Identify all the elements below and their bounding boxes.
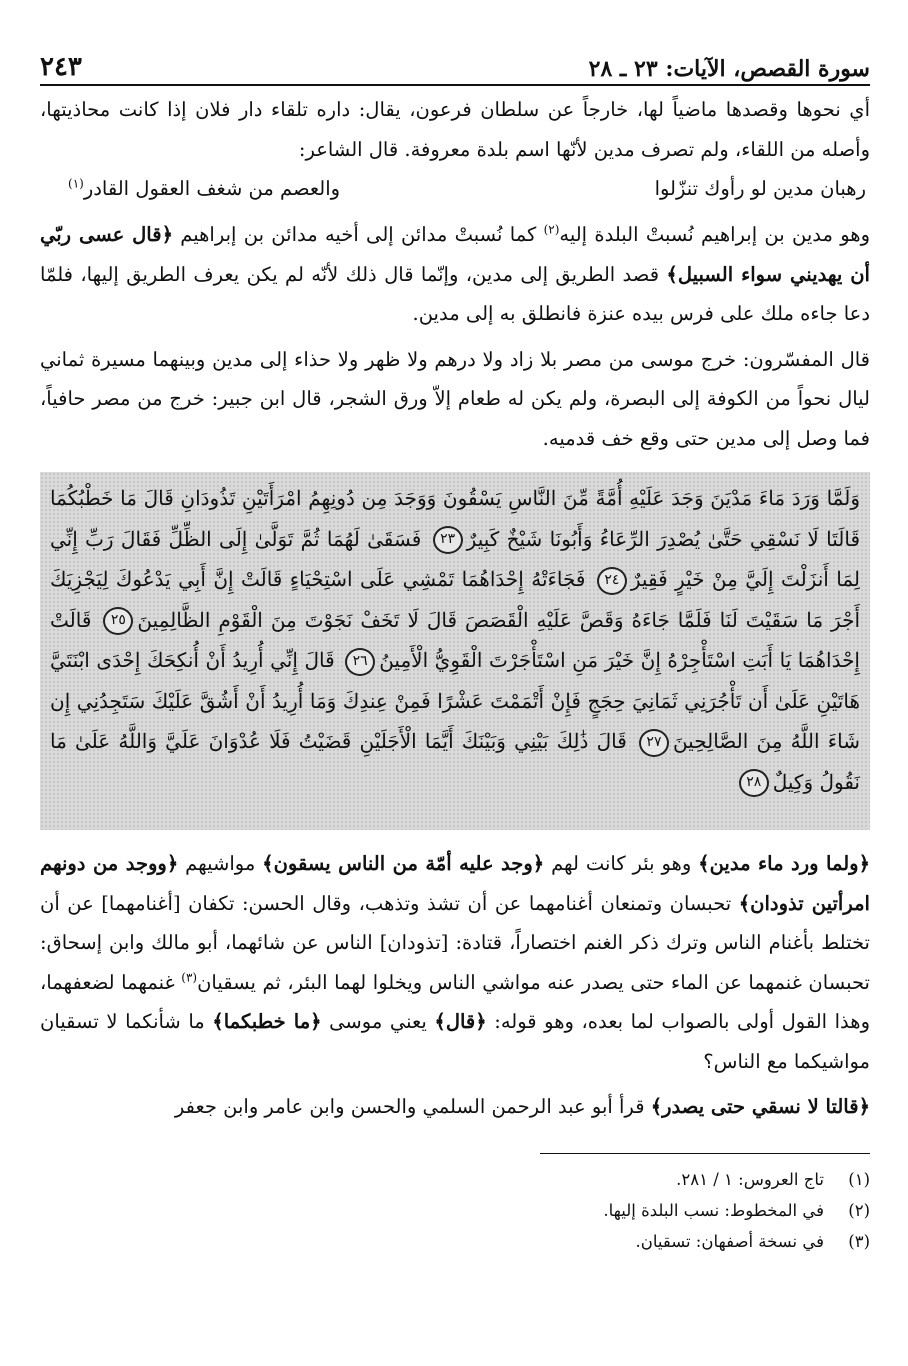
document-page: [40, 42, 870, 1257]
ayah-number-27: ٢٧: [639, 729, 669, 757]
paragraph-5: ﴿قالتا لا نسقي حتى يصدر﴾ قرأ أبو عبد الرحمن السلمي والحسن وابن عامر وابن جعفر: [174, 1095, 870, 1118]
footnote-ref-1: (١): [68, 176, 84, 191]
poem-verse: [40, 169, 870, 209]
footnotes: [40, 1164, 870, 1257]
footnote-2: (٢) في المخطوط: نسب البلدة إليها.: [603, 1200, 870, 1220]
footnote-ref-2: (٢): [543, 222, 560, 237]
ayah-number-28: ٢٨: [739, 769, 769, 797]
footnote-1: (١) تاج العروس: ١ / ٢٨١.: [676, 1169, 870, 1189]
verse-24-text: فَسَقَىٰ لَهُمَا ثُمَّ تَوَلَّىٰ إِلَى الظِّلِّ فَقَالَ رَبِّ إِنِّي لِمَا أَنزَلْتَ إِلَيَّ مِنْ خَيْرٍ فَقِيرٌ: [50, 526, 860, 591]
footnote-3: (٣) في نسخة أصفهان: تسقيان.: [635, 1231, 870, 1251]
verse-23-text: وَلَمَّا وَرَدَ مَاءَ مَدْيَنَ وَجَدَ عَلَيْهِ أُمَّةً مِّنَ النَّاسِ يَسْقُونَ وَوَجَدَ مِن دُونِهِمُ امْرَأَتَيْنِ تَذُودَانِ قَالَ مَا خَطْبُكُمَا قَالَتَا لَا نَسْقِي حَتَّىٰ يُصْدِرَ الرِّعَاءُ وَأَبُونَا شَيْخٌ كَبِيرٌ: [50, 486, 861, 551]
verse-27-text: قَالَ إِنِّي أُرِيدُ أَنْ أُنكِحَكَ إِحْدَى ابْنَتَيَّ هَاتَيْنِ عَلَىٰ أَن تَأْجُرَنِي ثَمَانِيَ حِجَجٍ فَإِنْ أَتْمَمْتَ عَشْرًا فَمِنْ عِندِكَ وَمَا أُرِيدُ أَنْ أَشُقَّ عَلَيْكَ سَتَجِدُنِي إِن شَاءَ اللَّهُ مِنَ الصَّالِحِينَ: [50, 648, 860, 753]
footnote-divider: [540, 1153, 870, 1154]
verse-quote: ﴿قال عسى ربّي أن يهديني سواء السبيل﴾: [40, 223, 870, 286]
poem-hemistich-right: رهبان مدين لو رأوك تنزّلوا: [654, 177, 866, 200]
quran-verses-box: [40, 472, 870, 830]
verse-28-text: قَالَ ذَٰلِكَ بَيْنِي وَبَيْنَكَ أَيَّمَا الْأَجَلَيْنِ قَضَيْتُ فَلَا عُدْوَانَ عَلَيَّ وَاللَّهُ عَلَىٰ مَا نَقُولُ وَكِيلٌ: [50, 729, 860, 794]
verse-26-text: قَالَتْ إِحْدَاهُمَا يَا أَبَتِ اسْتَأْجِرْهُ إِنَّ خَيْرَ مَنِ اسْتَأْجَرْتَ الْقَوِيُّ الْأَمِينُ: [50, 607, 860, 672]
ayah-number-26: ٢٦: [345, 648, 375, 676]
paragraph-3: قال المفسّرون: خرج موسى من مصر بلا زاد ولا درهم ولا ظهر ولا حذاء إلى مدين وبينهما مسيرة ثماني ليال نحواً من الكوفة إلى البصرة، ولم يكن له طعام إلاّ ورق الشجر، قال ابن جبير: خرج من مصر حافياً، فما وصل إلى مدين حتى وقع خف قدميه.: [40, 347, 870, 450]
ayah-number-24: ٢٤: [597, 567, 627, 595]
page-number: ٢٤٣: [40, 52, 82, 82]
footnote-ref-3: (٣): [181, 970, 198, 984]
paragraph-4: ﴿ولما ورد ماء مدين﴾ وهو بئر كانت لهم ﴿وجد عليه أمّة من الناس يسقون﴾ مواشيهم ﴿ووجد من دونهم امرأتين تذودان﴾ تحبسان وتمنعان أغنامهما عن أن تشذ وتذهب، وقال الحسن: تكفان [أغنامهما] عن أن تختلط بأغنام الناس وترك ذكر الغنم اختصاراً، قتادة: [تذودان] الناس عن شائهما، أبو مالك وابن إسحاق: تحبسان غنمهما عن الماء حتى يصدر عنه مواشي الناس ويخلوا لهما البئر، ثم يسقيان$^{(٣)}$ غنمهما لضعفهما، وهذا القول أولى بالصواب لما بعده، وهو قوله: ﴿قال﴾ يعني موسى ﴿ما خطبكما﴾ ما شأنكما لا تسقيان مواشيكما مع الناس؟: [40, 852, 870, 1073]
paragraph-2: وهو مدين بن إبراهيم نُسبتْ البلدة إليه$^{(٢)}$ كما نُسبتْ مدائن إلى أخيه مدائن بن إبراهيم ﴿قال عسى ربّي أن يهديني سواء السبيل﴾ قصد الطريق إلى مدين، وإنّما قال ذلك لأنّه لم يكن يعرف الطريق إليها، فلمّا دعا جاءه ملك على فرس بيده عنزة فانطلق به إلى مدين.: [40, 222, 870, 325]
ayah-number-23: ٢٣: [433, 526, 463, 554]
verse-25-text: فَجَاءَتْهُ إِحْدَاهُمَا تَمْشِي عَلَى اسْتِحْيَاءٍ قَالَتْ إِنَّ أَبِي يَدْعُوكَ لِيَجْزِيَكَ أَجْرَ مَا سَقَيْتَ لَنَا فَلَمَّا جَاءَهُ وَقَصَّ عَلَيْهِ الْقَصَصَ قَالَ لَا تَخَفْ نَجَوْتَ مِنَ الْقَوْمِ الظَّالِمِينَ: [50, 567, 860, 632]
poem-hemistich-left: والعصم من شغف العقول القادر$^{(١)}$: [68, 176, 341, 200]
ayah-number-25: ٢٥: [103, 607, 133, 635]
surah-title: سورة القصص، الآيات: ٢٣ ـ ٢٨: [588, 56, 870, 82]
paragraph-1: أي نحوها وقصدها ماضياً لها، خارجاً عن سلطان فرعون، يقال: داره تلقاء دار فلان إذا كانت محاذيتها، وأصله من اللقاء، ولم تصرف مدين لأنّها اسم بلدة معروفة. قال الشاعر:: [40, 98, 870, 161]
page-header: [40, 42, 870, 86]
